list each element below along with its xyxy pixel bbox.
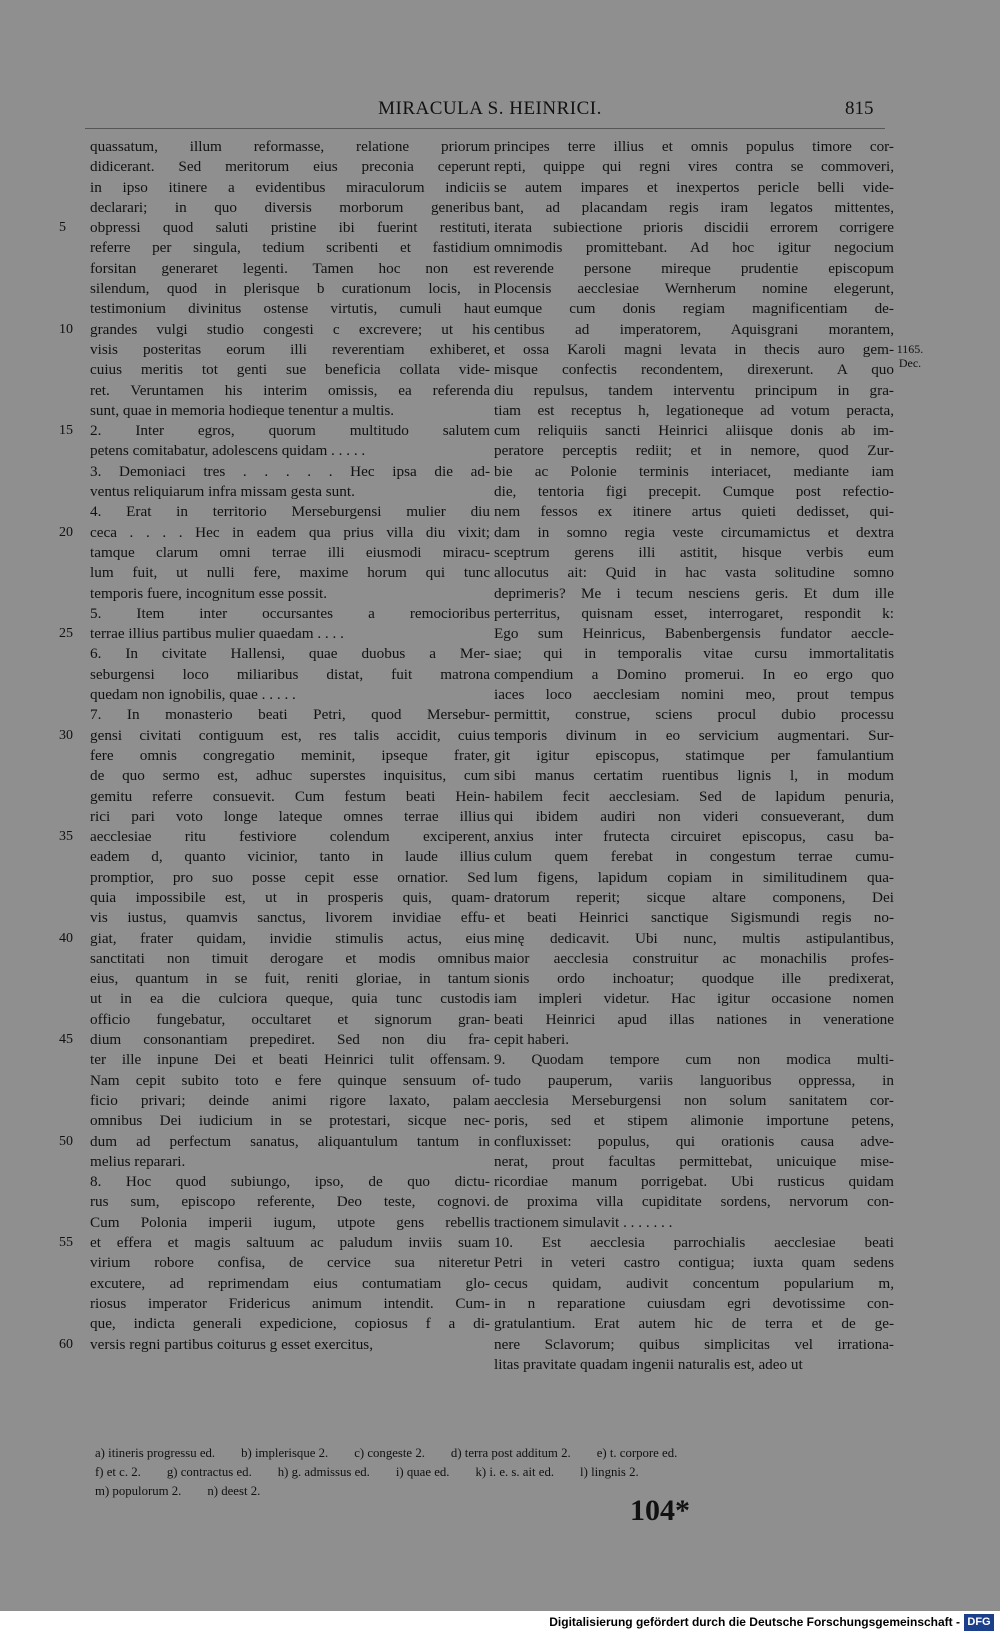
footnote: l) lingnis 2.	[580, 1465, 639, 1479]
text-line: sunt, quae in memoria hodieque tenentur a multis.	[90, 401, 395, 419]
footnote: a) itineris progressu ed.	[95, 1446, 216, 1460]
line-number: 45	[59, 1032, 73, 1048]
text-line: giat, frater quidam, invidie stimulis actus, eius	[90, 929, 490, 947]
footnote: k) i. e. s. ait ed.	[475, 1465, 555, 1479]
line-number: 20	[59, 524, 73, 540]
credit-text: Digitalisierung gefördert durch die Deutsche Forschungsgemeinschaft -	[549, 1615, 960, 1629]
credit-bar	[0, 1611, 1000, 1635]
text-line: tamque clarum omni terrae illi eiusmodi miracu-	[90, 543, 490, 561]
text-line: fere omnis congregatio meminit, ipseque frater,	[90, 746, 490, 764]
text-line: se autem impares et inexpertos pericle belli vide-	[494, 178, 894, 196]
text-line: tudo pauperum, variis languoribus oppressa, in	[494, 1071, 894, 1089]
right-text-column	[494, 137, 894, 1375]
text-line: visis posteritas eorum illi reverentiam exhiberet,	[90, 340, 490, 358]
footnote-row	[95, 1463, 885, 1482]
margin-date-note	[890, 342, 930, 370]
footnote: m) populorum 2.	[95, 1484, 182, 1498]
text-line: 6. In civitate Hallensi, quae duobus a Mer-	[90, 645, 490, 663]
text-line: 4. Erat in territorio Merseburgensi mulier diu	[90, 503, 490, 521]
text-line: de proxima villa cupiditate sordens, nervorum con-	[494, 1193, 894, 1211]
header-rule	[85, 128, 885, 129]
footnote-row	[95, 1444, 885, 1463]
text-line: lum figens, lapidum copiam in similitudinem qua-	[494, 868, 894, 886]
text-line: git igitur episcopus, statimque per famulantium	[494, 746, 894, 764]
text-line: sionis ordo inchoatur; quodque ille predixerat,	[494, 970, 894, 988]
text-line: compendium a Domino promerui. In eo ergo quo	[494, 665, 894, 683]
text-line: perterritus, quisnam esset, interrogaret, respondit k:	[494, 604, 894, 622]
footnote: g) contractus ed.	[166, 1465, 252, 1479]
line-number: 40	[59, 930, 73, 946]
line-number: 10	[59, 321, 73, 337]
page-number: 815	[845, 98, 874, 119]
text-line: eumque cum donis regiam magnificentiam de-	[494, 300, 894, 318]
text-line: maior aecclesia construitur ac monachilis profes-	[494, 949, 894, 967]
text-line: ventus reliquiarum infra missam gesta sunt.	[90, 483, 355, 501]
text-line: Nam cepit subito toto e fere quinque sensuum of-	[90, 1071, 490, 1089]
text-line: 9. Quodam tempore cum non modica multi-	[494, 1051, 894, 1069]
text-line: riosus imperator Fridericus animum intendit. Cum-	[90, 1294, 490, 1312]
line-number: 50	[59, 1133, 73, 1149]
text-line: culum quem ferebat in congestum terrae cumu-	[494, 848, 894, 866]
text-line: cecus quidam, audivit concentum popularium m,	[494, 1274, 894, 1292]
text-line: dam in somno regia veste circumamictus et dextra	[494, 523, 894, 541]
text-line: 3. Demoniaci tres . . . . . Hec ipsa die ad-	[90, 462, 490, 480]
text-line: referre per singula, tedium scribenti et fastidium	[90, 239, 490, 257]
text-line: in ipso itinere a evidentibus miraculorum indiciis	[90, 178, 490, 196]
text-line: temporis divinum in eo servicium augmentari. Sur-	[494, 726, 894, 744]
text-line: 2. Inter egros, quorum multitudo salutem	[90, 422, 490, 440]
text-line: melius reparari.	[90, 1152, 186, 1170]
text-line: seburgensi loco miliaribus distat, fuit matrona	[90, 665, 490, 683]
text-line: peratore perceptis rediit; et in nemore, quod Zur-	[494, 442, 894, 460]
text-line: rici pari voto longe lateque omnes terrae illius	[90, 807, 490, 825]
text-line: 7. In monasterio beati Petri, quod Mersebur-	[90, 706, 490, 724]
footnote-row	[95, 1482, 885, 1501]
text-line: Petri in veteri castro contigua; iuxta quam sedens	[494, 1254, 894, 1272]
text-line: gensi civitati contiguum est, res talis accidit, cuius	[90, 726, 490, 744]
text-line: nem fessos ex itinere artus quieti dedisset, qui-	[494, 503, 894, 521]
text-line: dium consonantiam prepediret. Sed non diu fra-	[90, 1031, 490, 1049]
text-line: tiam est receptus h, legationeque ad votum peracta,	[494, 401, 894, 419]
text-line: litas pravitate quadam ingenii naturalis est, adeo ut	[494, 1355, 803, 1373]
text-line: dum ad perfectum sanatus, aliquantulum tantum in	[90, 1132, 490, 1150]
text-line: minę dedicavit. Ubi nunc, multis astipulantibus,	[494, 929, 894, 947]
footnote: f) et c. 2.	[95, 1465, 141, 1479]
text-line: declarari; in quo diversis morborum generibus	[90, 198, 490, 216]
text-line: ceca . . . . Hec in eadem qua prius villa diu vixit;	[90, 523, 490, 541]
text-line: 8. Hoc quod subiungo, ipso, de quo dictu-	[90, 1173, 490, 1191]
dfg-logo-icon: DFG	[964, 1614, 994, 1631]
text-line: nere Sclavorum; quibus simplicitas vel irrationa-	[494, 1335, 894, 1353]
text-line: excutere, ad reprimendam eius contumatiam glo-	[90, 1274, 490, 1292]
line-number: 35	[59, 829, 73, 845]
text-line: principes terre illius et omnis populus timore cor-	[494, 138, 894, 155]
text-line: eius, quantum in se fuit, reniti gloriae, in tantum	[90, 970, 490, 988]
text-line: beati Heinrici apud illas nationes in veneratione	[494, 1010, 894, 1028]
text-line: die, tentoria figi precepit. Cumque post refectio-	[494, 483, 894, 501]
text-line: quia impossibile est, ut in prosperis quis, quam-	[90, 888, 490, 906]
line-number: 25	[59, 626, 73, 642]
text-line: Ego sum Heinricus, Babenbergensis fundator aeccle-	[494, 625, 894, 643]
text-line: sibi manus certatim ruentibus lignis l, in modum	[494, 767, 894, 785]
footnote: d) terra post additum 2.	[450, 1446, 571, 1460]
text-line: iaces loco aecclesiam nomini meo, prout tempus	[494, 686, 894, 704]
text-line: aecclesiae ritu festiviore colendum exciperent,	[90, 828, 490, 846]
text-line: nerat, prout facultas permittebat, unicuique mise-	[494, 1152, 894, 1170]
footnote: i) quae ed.	[395, 1465, 450, 1479]
line-number: 5	[59, 220, 66, 236]
text-line: cepit haberi.	[494, 1031, 570, 1049]
text-line: virium robore confisa, de cervice sua niteretur	[90, 1254, 490, 1272]
text-line: eadem d, quanto vicinior, tanto in laude illius	[90, 848, 490, 866]
text-line: ricordiae manum porrigebat. Ubi rusticus quidam	[494, 1173, 894, 1191]
text-line: deprimeris? Me i tecum nesciens geris. Et dum ille	[494, 584, 894, 602]
text-line: officio fungebatur, occultaret et signorum gran-	[90, 1010, 490, 1028]
text-line: obpressi quod saluti pristine ibi fuerint restituti,	[90, 219, 490, 237]
text-line: ret. Veruntamen his interim omissis, ea referenda	[90, 381, 490, 399]
text-line: sanctitati non timuit derogare et modis omnibus	[90, 949, 490, 967]
footnote: n) deest 2.	[207, 1484, 261, 1498]
text-line: bie ac Polonie terminis interiacet, mediante iam	[494, 462, 894, 480]
text-line: ter ille inpune Dei et beati Heinrici tulit offensam.	[90, 1051, 490, 1069]
text-line: siae; qui in temporalis vitae cursu immortalitatis	[494, 645, 894, 663]
footnote: e) t. corpore ed.	[596, 1446, 678, 1460]
text-line: repti, quippe qui regni vires contra se commoveri,	[494, 158, 894, 176]
text-line: silendum, quod in plerisque b curationum locis, in	[90, 280, 490, 298]
text-line: gratulantium. Erat autem hic de terra et de ge-	[494, 1315, 894, 1333]
text-line: 5. Item inter occursantes a remocioribus	[90, 604, 490, 622]
text-line: permittit, construe, sciens procul dubio processu	[494, 706, 894, 724]
text-line: in n reparatione cuiusdam egri devotissime con-	[494, 1294, 894, 1312]
text-line: ficio privari; deinde animi rigore laxato, palam	[90, 1091, 490, 1109]
text-line: allocutus ait: Quid in hac vasta solitudine somno	[494, 564, 894, 582]
text-line: promptior, pro suo posse cepit esse ornatior. Sed	[90, 868, 490, 886]
text-line: de quo sermo est, adhuc superstes inquisitus, cum	[90, 767, 490, 785]
text-line: dratorum reperit; sicque altare componens, Dei	[494, 888, 894, 906]
text-line: ut in ea die culciora queque, quia tunc custodis	[90, 990, 490, 1008]
text-line: forsitan generaret legenti. Tamen hoc non est	[90, 259, 490, 277]
text-line: iterata subiectione prioris discidii errorem corrigere	[494, 219, 894, 237]
text-line: terrae illius partibus mulier quaedam . . . .	[90, 625, 344, 643]
text-line: lum fuit, ut nulli fere, maxime horum qui tunc	[90, 564, 490, 582]
text-line: gemitu referre consuevit. Cum festum beati Hein-	[90, 787, 490, 805]
line-number: 30	[59, 727, 73, 743]
text-line: omnimodis promittebant. Ad hoc igitur negocium	[494, 239, 894, 257]
text-line: rus sum, episcopo referente, Deo teste, cognovi.	[90, 1193, 490, 1211]
margin-month: Dec.	[898, 356, 922, 370]
line-number: 55	[59, 1235, 73, 1251]
text-line: didicerant. Sed meritorum eius preconia ceperunt	[90, 158, 490, 176]
text-line: omnibus Dei iudicium in se protestari, sicque nec-	[90, 1112, 490, 1130]
line-number: 15	[59, 423, 73, 439]
running-title: MIRACULA S. HEINRICI.	[378, 98, 602, 119]
text-line: iam impleri videtur. Hac igitur occasione nomen	[494, 990, 894, 1008]
text-line: cum reliquiis sancti Heinrici aliisque donis ab im-	[494, 422, 894, 440]
text-line: et ossa Karoli magni levata in thecis auro gem-	[494, 340, 894, 358]
signature-mark: 104*	[630, 1494, 690, 1527]
text-line: quassatum, illum reformasse, relatione priorum	[90, 138, 490, 155]
text-line: quedam non ignobilis, quae . . . . .	[90, 686, 296, 704]
text-line: poris, sed et stipem alimonie importune petens,	[494, 1112, 894, 1130]
text-line: testimonium divinitus ostense virtutis, cumuli haut	[90, 300, 490, 318]
footnotes	[95, 1444, 885, 1501]
text-line: vis iustus, quamvis sanctus, livorem invidiae effu-	[90, 909, 490, 927]
text-line: Cum Polonia imperii iugum, utpote gens rebellis	[90, 1213, 490, 1231]
text-line: misque confectis recondentem, direxerunt. A quo	[494, 361, 894, 379]
footnote: c) congeste 2.	[354, 1446, 425, 1460]
text-line: 10. Est aecclesia parrochialis aecclesiae beati	[494, 1234, 894, 1252]
text-line: cuius meritis tot genti sue beneficia collata vide-	[90, 361, 490, 379]
text-line: reverende persone mireque prudentie episcopum	[494, 259, 894, 277]
text-line: bant, ad placandam regis iram legatos mittentes,	[494, 198, 894, 216]
text-line: sceptrum gerens illi astitit, hisque verbis eum	[494, 543, 894, 561]
text-line: aecclesia Merseburgensi non solum sanitatem cor-	[494, 1091, 894, 1109]
text-line: que, indicta generali expedicione, copiosus f a di-	[90, 1315, 490, 1333]
text-line: et beati Heinrici sanctique Sigismundi regis no-	[494, 909, 894, 927]
text-line: versis regni partibus coiturus g esset exercitus,	[90, 1335, 374, 1353]
text-line: centibus ad imperatorem, Aquisgrani morantem,	[494, 320, 894, 338]
text-line: grandes vulgi studio congesti c excrevere; ut his	[90, 320, 490, 338]
footnote: h) g. admissus ed.	[277, 1465, 370, 1479]
footnote: b) implerisque 2.	[241, 1446, 329, 1460]
text-line: qui ibidem audiri non videri consueverant, dum	[494, 807, 894, 825]
text-line: temporis fuere, incognitum esse possit.	[90, 584, 328, 602]
text-line: petens comitabatur, adolescens quidam . . . . .	[90, 442, 366, 460]
line-number: 60	[59, 1336, 73, 1352]
text-line: anxius inter frutecta circuiret episcopus, casu ba-	[494, 828, 894, 846]
text-line: habilem fecit aecclesiam. Sed de lapidum penuria,	[494, 787, 894, 805]
text-line: confluxisset: populus, qui orationis causa adve-	[494, 1132, 894, 1150]
left-text-column	[90, 137, 490, 1355]
text-line: diu repulsus, tandem interventu principum in gra-	[494, 381, 894, 399]
margin-year: 1165.	[896, 342, 924, 356]
text-line: Plocensis aecclesiae Wernherum nomine elegerunt,	[494, 280, 894, 298]
text-line: et effera et magis saltuum ac paludum inviis suam	[90, 1234, 490, 1252]
text-line: tractionem simulavit . . . . . . .	[494, 1213, 673, 1231]
